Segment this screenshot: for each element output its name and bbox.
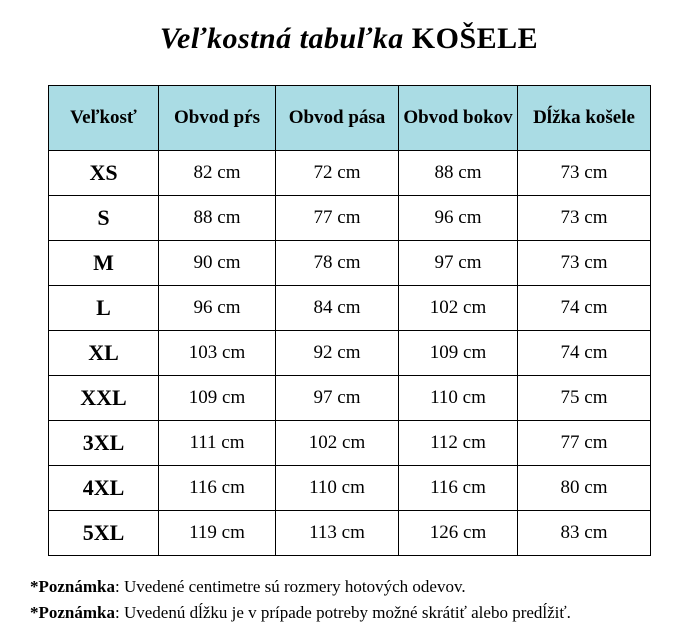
column-header-hips: Obvod bokov bbox=[399, 86, 518, 151]
cell-chest: 111 cm bbox=[159, 421, 276, 466]
cell-waist: 102 cm bbox=[276, 421, 399, 466]
note-line-1 bbox=[30, 574, 698, 600]
table-row bbox=[49, 466, 651, 511]
cell-chest: 88 cm bbox=[159, 196, 276, 241]
cell-length: 73 cm bbox=[518, 151, 651, 196]
cell-size: XS bbox=[49, 151, 159, 196]
cell-waist: 92 cm bbox=[276, 331, 399, 376]
table-row bbox=[49, 511, 651, 556]
cell-chest: 109 cm bbox=[159, 376, 276, 421]
note-text-2: : Uvedenú dĺžku je v prípade potreby možné skrátiť alebo predĺžiť. bbox=[115, 602, 571, 622]
size-table-container bbox=[48, 85, 650, 556]
note-label-1: *Poznámka bbox=[30, 577, 115, 596]
note-text-1: : Uvedené centimetre sú rozmery hotových odevov. bbox=[115, 577, 466, 596]
cell-waist: 110 cm bbox=[276, 466, 399, 511]
cell-length: 80 cm bbox=[518, 466, 651, 511]
cell-size: 3XL bbox=[49, 421, 159, 466]
page-title-italic: Veľkostná tabuľka bbox=[159, 22, 412, 55]
cell-hips: 112 cm bbox=[399, 421, 518, 466]
cell-hips: 109 cm bbox=[399, 331, 518, 376]
cell-length: 75 cm bbox=[518, 376, 651, 421]
cell-waist: 84 cm bbox=[276, 286, 399, 331]
table-row bbox=[49, 376, 651, 421]
cell-chest: 116 cm bbox=[159, 466, 276, 511]
cell-size: 4XL bbox=[49, 466, 159, 511]
cell-size: 5XL bbox=[49, 511, 159, 556]
cell-hips: 126 cm bbox=[399, 511, 518, 556]
cell-waist: 78 cm bbox=[276, 241, 399, 286]
cell-hips: 97 cm bbox=[399, 241, 518, 286]
table-row bbox=[49, 241, 651, 286]
page-title bbox=[0, 0, 698, 55]
table-row bbox=[49, 151, 651, 196]
cell-hips: 96 cm bbox=[399, 196, 518, 241]
table-body bbox=[49, 151, 651, 556]
cell-hips: 110 cm bbox=[399, 376, 518, 421]
column-header-waist: Obvod pása bbox=[276, 86, 399, 151]
cell-hips: 88 cm bbox=[399, 151, 518, 196]
note-line-2 bbox=[30, 600, 698, 626]
cell-waist: 113 cm bbox=[276, 511, 399, 556]
cell-size: L bbox=[49, 286, 159, 331]
table-row bbox=[49, 331, 651, 376]
cell-waist: 97 cm bbox=[276, 376, 399, 421]
cell-hips: 102 cm bbox=[399, 286, 518, 331]
cell-size: S bbox=[49, 196, 159, 241]
cell-chest: 82 cm bbox=[159, 151, 276, 196]
column-header-size: Veľkosť bbox=[49, 86, 159, 151]
cell-length: 77 cm bbox=[518, 421, 651, 466]
cell-length: 73 cm bbox=[518, 196, 651, 241]
cell-chest: 119 cm bbox=[159, 511, 276, 556]
table-header-row bbox=[49, 86, 651, 151]
page-title-bold: KOŠELE bbox=[411, 22, 539, 55]
cell-size: M bbox=[49, 241, 159, 286]
cell-length: 74 cm bbox=[518, 331, 651, 376]
column-header-chest: Obvod pŕs bbox=[159, 86, 276, 151]
notes-section bbox=[0, 574, 698, 625]
cell-length: 73 cm bbox=[518, 241, 651, 286]
cell-size: XL bbox=[49, 331, 159, 376]
column-header-length: Dĺžka košele bbox=[518, 86, 651, 151]
cell-length: 74 cm bbox=[518, 286, 651, 331]
cell-waist: 77 cm bbox=[276, 196, 399, 241]
size-table bbox=[48, 85, 651, 556]
note-label-2: *Poznámka bbox=[30, 602, 115, 622]
cell-chest: 90 cm bbox=[159, 241, 276, 286]
table-header bbox=[49, 86, 651, 151]
cell-length: 83 cm bbox=[518, 511, 651, 556]
cell-hips: 116 cm bbox=[399, 466, 518, 511]
table-row bbox=[49, 286, 651, 331]
cell-waist: 72 cm bbox=[276, 151, 399, 196]
table-row bbox=[49, 421, 651, 466]
cell-chest: 96 cm bbox=[159, 286, 276, 331]
table-row bbox=[49, 196, 651, 241]
cell-chest: 103 cm bbox=[159, 331, 276, 376]
cell-size: XXL bbox=[49, 376, 159, 421]
